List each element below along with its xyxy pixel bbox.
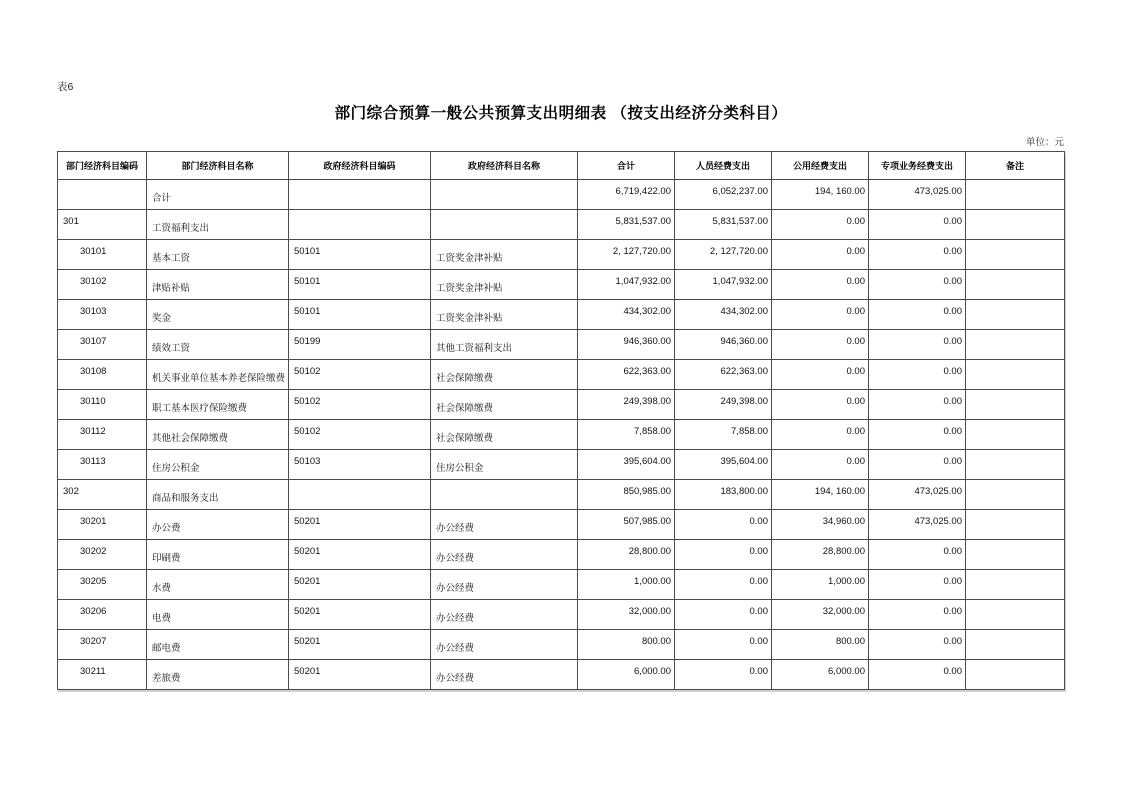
cell-public_funds: 1,000.00 <box>772 570 869 600</box>
column-header-personnel: 人员经费支出 <box>675 152 772 180</box>
cell-total: 28,800.00 <box>578 540 675 570</box>
cell-note <box>966 660 1065 690</box>
cell-dept_code: 30103 <box>58 300 147 330</box>
table-row <box>58 180 1065 210</box>
table-row <box>58 480 1065 510</box>
cell-gov_code: 50101 <box>289 300 431 330</box>
cell-personnel: 0.00 <box>675 510 772 540</box>
cell-personnel: 395,604.00 <box>675 450 772 480</box>
cell-gov_code: 50201 <box>289 600 431 630</box>
cell-personnel: 2, 127,720.00 <box>675 240 772 270</box>
cell-note <box>966 600 1065 630</box>
cell-personnel: 0.00 <box>675 570 772 600</box>
table-row <box>58 600 1065 630</box>
cell-note <box>966 360 1065 390</box>
cell-gov_name: 住房公积金 <box>431 450 578 480</box>
cell-special: 0.00 <box>869 450 966 480</box>
cell-total: 1,047,932.00 <box>578 270 675 300</box>
cell-gov_code: 50201 <box>289 570 431 600</box>
table-row <box>58 210 1065 240</box>
cell-dept_name: 印刷费 <box>147 540 289 570</box>
cell-total: 32,000.00 <box>578 600 675 630</box>
cell-note <box>966 420 1065 450</box>
table-row <box>58 300 1065 330</box>
cell-gov_code: 50101 <box>289 270 431 300</box>
cell-total: 395,604.00 <box>578 450 675 480</box>
cell-dept_name: 住房公积金 <box>147 450 289 480</box>
cell-public_funds: 194, 160.00 <box>772 480 869 510</box>
cell-personnel: 622,363.00 <box>675 360 772 390</box>
cell-dept_name: 合计 <box>147 180 289 210</box>
cell-dept_code: 302 <box>58 480 147 510</box>
cell-dept_code: 30108 <box>58 360 147 390</box>
cell-total: 249,398.00 <box>578 390 675 420</box>
cell-note <box>966 480 1065 510</box>
cell-dept_name: 水费 <box>147 570 289 600</box>
cell-special: 473,025.00 <box>869 180 966 210</box>
cell-special: 0.00 <box>869 210 966 240</box>
cell-total: 2, 127,720.00 <box>578 240 675 270</box>
cell-personnel: 0.00 <box>675 660 772 690</box>
cell-dept_code <box>58 180 147 210</box>
cell-special: 0.00 <box>869 600 966 630</box>
cell-special: 0.00 <box>869 570 966 600</box>
cell-special: 0.00 <box>869 420 966 450</box>
cell-gov_name: 办公经费 <box>431 540 578 570</box>
cell-personnel: 5,831,537.00 <box>675 210 772 240</box>
table-row <box>58 420 1065 450</box>
table-row <box>58 390 1065 420</box>
cell-note <box>966 510 1065 540</box>
table-row <box>58 270 1065 300</box>
cell-special: 0.00 <box>869 660 966 690</box>
cell-total: 800.00 <box>578 630 675 660</box>
cell-dept_name: 奖金 <box>147 300 289 330</box>
cell-gov_name: 办公经费 <box>431 510 578 540</box>
cell-dept_code: 30205 <box>58 570 147 600</box>
cell-special: 0.00 <box>869 330 966 360</box>
cell-total: 7,858.00 <box>578 420 675 450</box>
cell-personnel: 183,800.00 <box>675 480 772 510</box>
cell-note <box>966 540 1065 570</box>
cell-personnel: 0.00 <box>675 630 772 660</box>
cell-gov_name: 工资奖金津补贴 <box>431 270 578 300</box>
cell-dept_code: 30113 <box>58 450 147 480</box>
cell-gov_code <box>289 210 431 240</box>
table-row <box>58 630 1065 660</box>
cell-note <box>966 450 1065 480</box>
cell-public_funds: 0.00 <box>772 270 869 300</box>
cell-public_funds: 0.00 <box>772 450 869 480</box>
cell-personnel: 946,360.00 <box>675 330 772 360</box>
cell-public_funds: 6,000.00 <box>772 660 869 690</box>
cell-total: 5,831,537.00 <box>578 210 675 240</box>
cell-gov_code: 50103 <box>289 450 431 480</box>
cell-public_funds: 800.00 <box>772 630 869 660</box>
cell-dept_name: 机关事业单位基本养老保险缴费 <box>147 360 289 390</box>
unit-note: 单位：元 <box>1025 137 1064 148</box>
table-row <box>58 660 1065 690</box>
cell-dept_name: 绩效工资 <box>147 330 289 360</box>
cell-public_funds: 0.00 <box>772 210 869 240</box>
cell-total: 850,985.00 <box>578 480 675 510</box>
cell-special: 473,025.00 <box>869 510 966 540</box>
cell-public_funds: 34,960.00 <box>772 510 869 540</box>
header-row <box>58 152 1065 180</box>
cell-gov_name: 办公经费 <box>431 570 578 600</box>
cell-dept_name: 津贴补贴 <box>147 270 289 300</box>
cell-gov_code: 50201 <box>289 540 431 570</box>
cell-dept_name: 职工基本医疗保险缴费 <box>147 390 289 420</box>
cell-total: 6,719,422.00 <box>578 180 675 210</box>
cell-special: 0.00 <box>869 240 966 270</box>
cell-total: 622,363.00 <box>578 360 675 390</box>
table-row <box>58 570 1065 600</box>
column-header-gov_code: 政府经济科目编码 <box>289 152 431 180</box>
cell-special: 0.00 <box>869 300 966 330</box>
table-row <box>58 240 1065 270</box>
table-row <box>58 330 1065 360</box>
cell-gov_name <box>431 480 578 510</box>
cell-note <box>966 390 1065 420</box>
cell-gov_name: 工资奖金津补贴 <box>431 300 578 330</box>
cell-personnel: 1,047,932.00 <box>675 270 772 300</box>
cell-gov_name: 工资奖金津补贴 <box>431 240 578 270</box>
table-row <box>58 450 1065 480</box>
column-header-gov_name: 政府经济科目名称 <box>431 152 578 180</box>
cell-dept_name: 基本工资 <box>147 240 289 270</box>
cell-gov_code: 50201 <box>289 630 431 660</box>
cell-dept_name: 其他社会保障缴费 <box>147 420 289 450</box>
cell-gov_name: 社会保障缴费 <box>431 390 578 420</box>
cell-gov_name: 社会保障缴费 <box>431 420 578 450</box>
table-row <box>58 510 1065 540</box>
cell-personnel: 0.00 <box>675 600 772 630</box>
column-header-dept_name: 部门经济科目名称 <box>147 152 289 180</box>
cell-dept_code: 30110 <box>58 390 147 420</box>
cell-gov_code: 50201 <box>289 660 431 690</box>
cell-gov_name: 办公经费 <box>431 630 578 660</box>
cell-note <box>966 210 1065 240</box>
cell-gov_code: 50199 <box>289 330 431 360</box>
cell-special: 0.00 <box>869 270 966 300</box>
cell-public_funds: 0.00 <box>772 240 869 270</box>
cell-note <box>966 570 1065 600</box>
budget-table <box>57 151 1065 690</box>
cell-dept_name: 工资福利支出 <box>147 210 289 240</box>
cell-dept_name: 办公费 <box>147 510 289 540</box>
cell-personnel: 249,398.00 <box>675 390 772 420</box>
cell-gov_code: 50102 <box>289 420 431 450</box>
cell-dept_code: 30101 <box>58 240 147 270</box>
cell-personnel: 7,858.00 <box>675 420 772 450</box>
cell-total: 434,302.00 <box>578 300 675 330</box>
cell-gov_name <box>431 210 578 240</box>
cell-dept_name: 商品和服务支出 <box>147 480 289 510</box>
cell-public_funds: 0.00 <box>772 390 869 420</box>
table-header <box>58 152 1065 180</box>
cell-personnel: 434,302.00 <box>675 300 772 330</box>
cell-dept_code: 30211 <box>58 660 147 690</box>
cell-gov_code <box>289 480 431 510</box>
cell-special: 0.00 <box>869 390 966 420</box>
cell-gov_code: 50101 <box>289 240 431 270</box>
cell-total: 507,985.00 <box>578 510 675 540</box>
cell-note <box>966 630 1065 660</box>
cell-special: 0.00 <box>869 630 966 660</box>
cell-dept_code: 301 <box>58 210 147 240</box>
cell-gov_code <box>289 180 431 210</box>
cell-public_funds: 28,800.00 <box>772 540 869 570</box>
page-title: 部门综合预算一般公共预算支出明细表 （按支出经济分类科目） <box>334 105 788 122</box>
cell-public_funds: 0.00 <box>772 360 869 390</box>
cell-gov_name <box>431 180 578 210</box>
cell-public_funds: 32,000.00 <box>772 600 869 630</box>
table-row <box>58 540 1065 570</box>
cell-gov_name: 社会保障缴费 <box>431 360 578 390</box>
cell-dept_code: 30102 <box>58 270 147 300</box>
cell-special: 473,025.00 <box>869 480 966 510</box>
cell-dept_code: 30206 <box>58 600 147 630</box>
cell-total: 6,000.00 <box>578 660 675 690</box>
cell-gov_code: 50102 <box>289 360 431 390</box>
cell-personnel: 0.00 <box>675 540 772 570</box>
cell-public_funds: 0.00 <box>772 420 869 450</box>
cell-note <box>966 270 1065 300</box>
cell-gov_code: 50201 <box>289 510 431 540</box>
cell-dept_name: 差旅费 <box>147 660 289 690</box>
cell-gov_code: 50102 <box>289 390 431 420</box>
cell-public_funds: 0.00 <box>772 330 869 360</box>
cell-note <box>966 300 1065 330</box>
table-row <box>58 360 1065 390</box>
cell-dept_code: 30207 <box>58 630 147 660</box>
sheet-label: 表6 <box>57 81 74 93</box>
cell-dept_name: 邮电费 <box>147 630 289 660</box>
cell-total: 946,360.00 <box>578 330 675 360</box>
cell-note <box>966 330 1065 360</box>
cell-public_funds: 194, 160.00 <box>772 180 869 210</box>
cell-gov_name: 其他工资福利支出 <box>431 330 578 360</box>
cell-personnel: 6,052,237.00 <box>675 180 772 210</box>
cell-dept_code: 30112 <box>58 420 147 450</box>
cell-dept_name: 电费 <box>147 600 289 630</box>
cell-gov_name: 办公经费 <box>431 600 578 630</box>
cell-total: 1,000.00 <box>578 570 675 600</box>
table-body <box>58 180 1065 690</box>
cell-public_funds: 0.00 <box>772 300 869 330</box>
column-header-note: 备注 <box>966 152 1065 180</box>
cell-special: 0.00 <box>869 540 966 570</box>
column-header-dept_code: 部门经济科目编码 <box>58 152 147 180</box>
column-header-total: 合计 <box>578 152 675 180</box>
cell-special: 0.00 <box>869 360 966 390</box>
cell-gov_name: 办公经费 <box>431 660 578 690</box>
column-header-public_funds: 公用经费支出 <box>772 152 869 180</box>
cell-dept_code: 30107 <box>58 330 147 360</box>
cell-dept_code: 30202 <box>58 540 147 570</box>
cell-note <box>966 240 1065 270</box>
cell-note <box>966 180 1065 210</box>
column-header-special: 专项业务经费支出 <box>869 152 966 180</box>
cell-dept_code: 30201 <box>58 510 147 540</box>
